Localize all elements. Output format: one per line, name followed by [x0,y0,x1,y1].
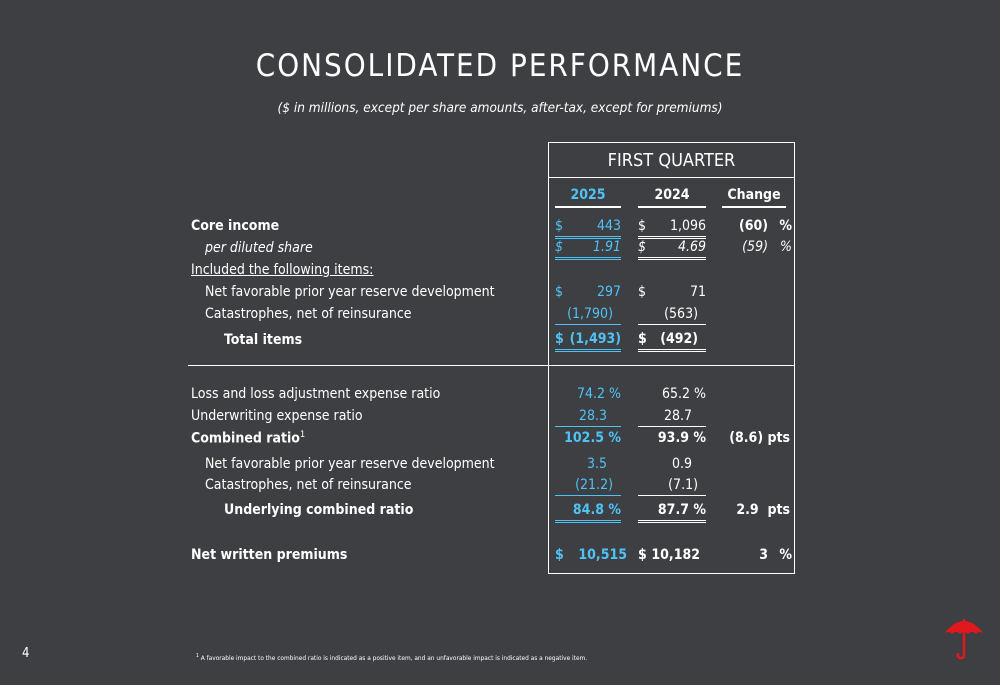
row-label-underwriting-ratio: Underwriting expense ratio [191,408,363,424]
cell-2024-total-items: $ (492) [638,329,706,352]
cell-2025-net-written-premiums: $ 10,515 [555,547,627,563]
cell-2024-underlying-combined-ratio: 87.7 % [638,500,706,523]
row-label-core-income: Core income [191,218,280,234]
first-quarter-title: FIRST QUARTER [607,150,736,171]
row-label-prior-year-reserve: Net favorable prior year reserve development [205,284,495,300]
umbrella-logo-icon [940,612,988,666]
row-label-catastrophes-ratio: Catastrophes, net of reinsurance [205,477,412,493]
cell-2025-combined-ratio: 102.5 % [564,430,621,446]
page-title: CONSOLIDATED PERFORMANCE [255,48,745,84]
col-header-2025: 2025 [555,187,621,208]
cell-2025-prior-year-reserve-ratio: 3.5 [586,456,607,472]
cell-2024-prior-year-reserve: $ 71 [638,284,706,300]
row-label-prior-year-reserve-ratio: Net favorable prior year reserve development [205,456,495,472]
cell-2025-catastrophes-ratio: (21.2) [555,475,621,496]
section-divider [188,365,795,366]
col-header-change: Change [722,187,786,208]
cell-2024-prior-year-reserve-ratio: 0.9 [671,456,692,472]
cell-2024-underwriting-ratio: 28.7 [638,406,706,427]
cell-2024-core-income: $ 1,096 [638,216,706,239]
cell-change-underlying-combined-ratio: 2.9 pts [736,502,790,518]
cell-2025-underlying-combined-ratio: 84.8 % [555,500,621,523]
cell-change-per-share: (59) % [742,239,792,255]
page-number: 4 [22,646,30,661]
row-label-combined-ratio: Combined ratio$^1$ [191,430,306,447]
row-label-net-written-premiums: Net written premiums [191,547,348,563]
row-label-total-items: Total items [224,332,303,348]
cell-2024-catastrophes: (563) [638,304,706,325]
col-header-2024: 2024 [638,187,706,208]
cell-change-net-written-premiums: 3 % [759,547,792,563]
cell-2025-catastrophes: (1,790) [555,304,621,325]
cell-2025-loss-ratio: 74.2 % [576,386,621,402]
cell-2025-core-income: $ 443 [555,216,621,239]
cell-change-core-income: (60) % [738,218,792,234]
cell-2025-per-share: $ 1.91 [555,237,621,260]
box-header-rule [548,177,795,178]
cell-2025-prior-year-reserve: $ 297 [555,284,621,300]
cell-2024-loss-ratio: 65.2 % [661,386,706,402]
cell-change-combined-ratio: (8.6) pts [729,430,790,446]
cell-2024-net-written-premiums: $ 10,182 [638,547,700,563]
row-label-catastrophes: Catastrophes, net of reinsurance [205,306,412,322]
page-subtitle: ($ in millions, except per share amounts, after-tax, except for premiums) [277,100,723,116]
cell-2025-total-items: $ (1,493) [555,329,621,352]
cell-2025-underwriting-ratio: 28.3 [555,406,621,427]
footnote-ref: 1 [299,430,306,440]
footnote: $^1$ A favorable impact to the combined ratio is indicated as a positive item, and an unfavorable impact is indicated as a negative item. [196,653,588,663]
row-label-included-items: Included the following items: [191,262,374,278]
row-label-loss-ratio: Loss and loss adjustment expense ratio [191,386,441,402]
row-label-per-diluted-share: per diluted share [205,240,313,256]
cell-2024-combined-ratio: 93.9 % [657,430,706,446]
row-label-underlying-combined-ratio: Underlying combined ratio [224,502,414,518]
cell-2024-per-share: $ 4.69 [638,237,706,260]
cell-2024-catastrophes-ratio: (7.1) [638,475,706,496]
